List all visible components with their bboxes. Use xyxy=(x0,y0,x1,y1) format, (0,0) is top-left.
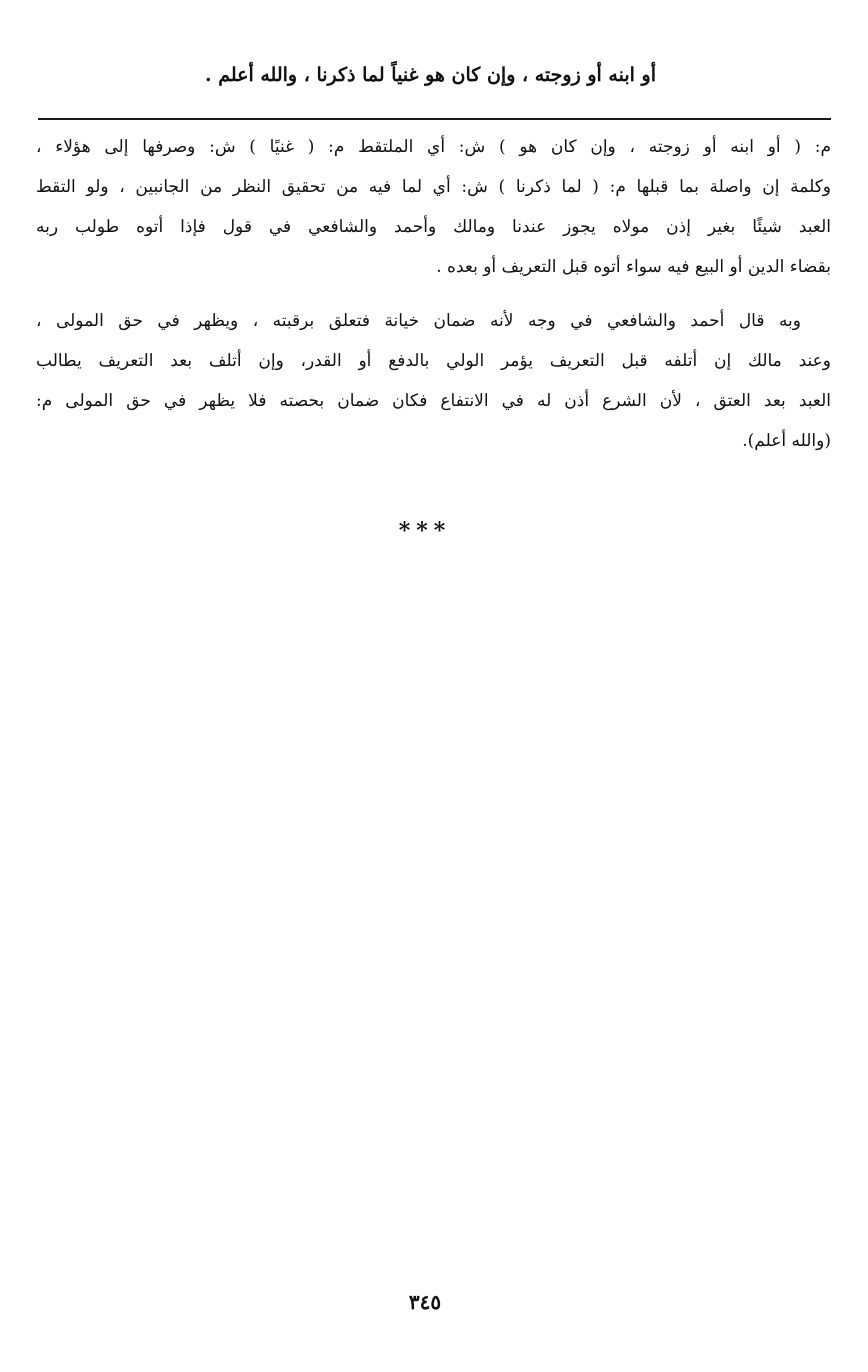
matn-text xyxy=(36,58,656,93)
section-end-stars: *** xyxy=(398,518,452,544)
commentary-line: وبه قال أحمد والشافعي في وجه لأنه ضمان خيانة فتعلق برقبته ، ويظهر في حق المولى ، xyxy=(36,311,801,331)
commentary-paragraph-2 xyxy=(36,301,831,461)
commentary-line: م: ( أو ابنه أو زوجته ، وإن كان هو ) ش: أي الملتقط م: ( غنيًا ) ش: وصرفها إلى هؤلاء ، xyxy=(36,137,831,157)
commentary-line: (والله أعلم). xyxy=(742,431,831,451)
page-number: ٣٤٥ xyxy=(408,1290,442,1314)
commentary-line: وعند مالك إن أتلفه قبل التعريف يؤمر الولي بالدفع أو القدر، وإن أتلف بعد التعريف يطالب xyxy=(36,351,831,371)
matn-line: أو ابنه أو زوجته ، وإن كان هو غنياً لما ذكرنا ، والله أعلم . xyxy=(204,64,656,86)
commentary-line: العبد بعد العتق ، لأن الشرع أذن له في الانتفاع فكان ضمان بحصته فلا يظهر في حق المولى م: xyxy=(36,391,831,411)
commentary-paragraph-1 xyxy=(36,127,831,287)
commentary-line: وكلمة إن واصلة بما قبلها م: ( لما ذكرنا ) ش: أي لما فيه من تحقيق النظر من الجانبين ، ولو التقط xyxy=(36,177,832,197)
commentary-line: بقضاء الدين أو البيع فيه سواء أتوه قبل التعريف أو بعده . xyxy=(436,257,831,277)
commentary-line: العبد شيئًا بغير إذن مولاه يجوز عندنا ومالك وأحمد والشافعي في قول فإذا أتوه طولب ربه xyxy=(36,217,831,237)
separator-rule xyxy=(38,118,831,120)
